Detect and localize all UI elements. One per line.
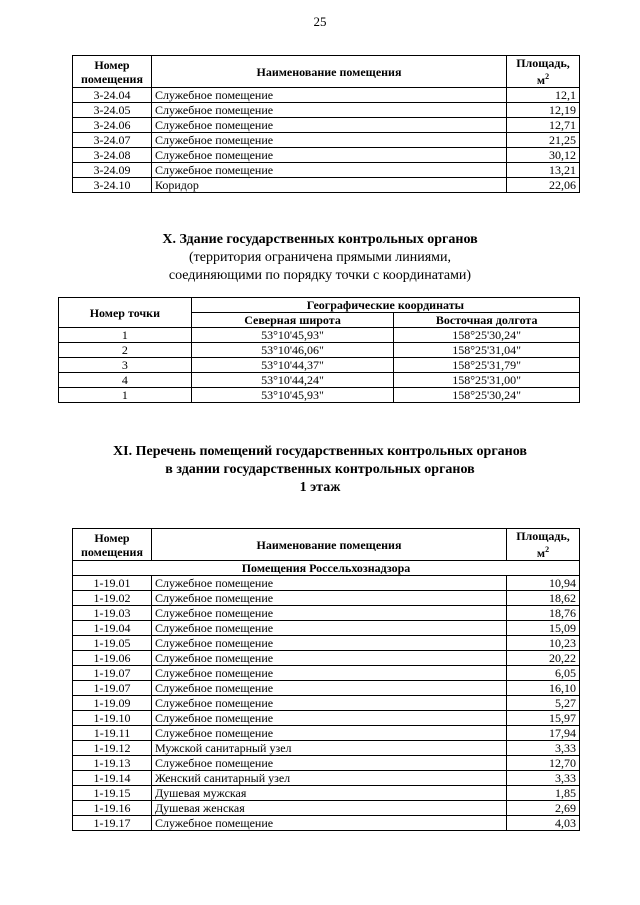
north-latitude-cell: 53°10'46,06"	[191, 343, 394, 358]
room-number-cell: 3-24.04	[73, 88, 152, 103]
north-latitude-cell: 53°10'45,93"	[191, 328, 394, 343]
east-longitude-cell: 158°25'31,79"	[394, 358, 580, 373]
point-number-cell: 1	[59, 328, 192, 343]
table-row	[73, 163, 580, 178]
room-number-cell: 3-24.05	[73, 103, 152, 118]
room-name-cell: Служебное помещение	[151, 711, 506, 726]
area-cell: 6,05	[507, 666, 580, 681]
room-number-cell: 1-19.09	[73, 696, 152, 711]
area-cell: 18,76	[507, 606, 580, 621]
room-number-cell: 1-19.14	[73, 771, 152, 786]
table-row	[59, 343, 580, 358]
section-11-floor-label: 1 этаж	[299, 480, 341, 495]
area-cell: 12,19	[507, 103, 580, 118]
area-cell: 12,1	[507, 88, 580, 103]
area-cell: 21,25	[507, 133, 580, 148]
room-name-cell: Служебное помещение	[151, 726, 506, 741]
table-row	[73, 103, 580, 118]
room-name-cell: Служебное помещение	[151, 696, 506, 711]
east-longitude-cell: 158°25'30,24"	[394, 388, 580, 403]
room-number-cell: 1-19.02	[73, 591, 152, 606]
room-name-cell: Служебное помещение	[151, 816, 506, 831]
table-row	[73, 636, 580, 651]
table-row	[73, 118, 580, 133]
room-name-cell: Служебное помещение	[151, 756, 506, 771]
area-cell: 22,06	[507, 178, 580, 193]
room-number-cell: 1-19.13	[73, 756, 152, 771]
table-body	[73, 88, 580, 193]
area-cell: 10,94	[507, 576, 580, 591]
table-row	[73, 651, 580, 666]
area-cell: 17,94	[507, 726, 580, 741]
area-cell: 12,71	[507, 118, 580, 133]
room-name-cell: Служебное помещение	[151, 88, 506, 103]
table-row	[59, 388, 580, 403]
area-cell: 20,22	[507, 651, 580, 666]
table-row	[73, 786, 580, 801]
col-header-room-number: Номер помещения	[73, 529, 152, 561]
point-number-cell: 1	[59, 388, 192, 403]
room-number-cell: 3-24.06	[73, 118, 152, 133]
col-header-room-number: Номер помещения	[73, 56, 152, 88]
table-row	[73, 606, 580, 621]
room-name-cell: Служебное помещение	[151, 606, 506, 621]
room-name-cell: Служебное помещение	[151, 103, 506, 118]
table-row	[73, 591, 580, 606]
table-row	[59, 373, 580, 388]
room-number-cell: 1-19.10	[73, 711, 152, 726]
table-row	[73, 771, 580, 786]
table-row	[73, 696, 580, 711]
room-name-cell: Служебное помещение	[151, 666, 506, 681]
north-latitude-cell: 53°10'44,37"	[191, 358, 394, 373]
area-cell: 3,33	[507, 771, 580, 786]
room-name-cell: Служебное помещение	[151, 133, 506, 148]
room-name-cell: Душевая женская	[151, 801, 506, 816]
room-number-cell: 1-19.05	[73, 636, 152, 651]
room-number-cell: 1-19.03	[73, 606, 152, 621]
room-number-cell: 3-24.08	[73, 148, 152, 163]
east-longitude-cell: 158°25'31,00"	[394, 373, 580, 388]
coordinates-table	[58, 297, 580, 403]
room-name-cell: Служебное помещение	[151, 636, 506, 651]
area-cell: 4,03	[507, 816, 580, 831]
table-row	[73, 88, 580, 103]
section-10-subtitle-line2: соединяющими по порядку точки с координатами)	[168, 268, 472, 283]
area-cell: 2,69	[507, 801, 580, 816]
page-number: 25	[313, 14, 327, 29]
room-number-cell: 3-24.09	[73, 163, 152, 178]
east-longitude-cell: 158°25'30,24"	[394, 328, 580, 343]
col-header-room-name: Наименование помещения	[151, 56, 506, 88]
area-cell: 5,27	[507, 696, 580, 711]
table-row	[73, 726, 580, 741]
area-cell: 15,09	[507, 621, 580, 636]
north-latitude-cell: 53°10'45,93"	[191, 388, 394, 403]
room-number-cell: 1-19.12	[73, 741, 152, 756]
table-row	[73, 756, 580, 771]
table-body	[73, 576, 580, 831]
rooms-table-floor1	[72, 528, 580, 831]
area-cell: 3,33	[507, 741, 580, 756]
section-11-heading	[0, 443, 640, 497]
table-row	[73, 711, 580, 726]
table-row	[73, 801, 580, 816]
area-cell: 13,21	[507, 163, 580, 178]
room-number-cell: 1-19.04	[73, 621, 152, 636]
room-name-cell: Коридор	[151, 178, 506, 193]
room-number-cell: 1-19.01	[73, 576, 152, 591]
table-row	[73, 178, 580, 193]
room-number-cell: 1-19.11	[73, 726, 152, 741]
col-header-north-latitude: Северная широта	[191, 313, 394, 328]
section-11-title-line2: в здании государственных контрольных органов	[165, 462, 475, 477]
room-name-cell: Служебное помещение	[151, 118, 506, 133]
table-row	[73, 666, 580, 681]
table-row	[73, 148, 580, 163]
section-10-subtitle-line1: (территория ограничена прямыми линиями,	[188, 250, 452, 265]
col-header-east-longitude: Восточная долгота	[394, 313, 580, 328]
table-row	[73, 741, 580, 756]
table-row	[59, 358, 580, 373]
area-cell: 15,97	[507, 711, 580, 726]
section-10-heading	[0, 231, 640, 285]
point-number-cell: 2	[59, 343, 192, 358]
room-name-cell: Женский санитарный узел	[151, 771, 506, 786]
east-longitude-cell: 158°25'31,04"	[394, 343, 580, 358]
area-cell: 18,62	[507, 591, 580, 606]
room-number-cell: 1-19.16	[73, 801, 152, 816]
area-cell: 1,85	[507, 786, 580, 801]
table-row	[73, 681, 580, 696]
north-latitude-cell: 53°10'44,24"	[191, 373, 394, 388]
room-name-cell: Служебное помещение	[151, 576, 506, 591]
table-row	[59, 328, 580, 343]
room-name-cell: Служебное помещение	[151, 591, 506, 606]
section-11-title-line1: XI. Перечень помещений государственных контрольных органов	[113, 444, 527, 459]
table-body	[59, 328, 580, 403]
area-cell: 10,23	[507, 636, 580, 651]
room-name-cell: Служебное помещение	[151, 148, 506, 163]
room-name-cell: Служебное помещение	[151, 621, 506, 636]
room-number-cell: 3-24.10	[73, 178, 152, 193]
col-header-area: Площадь, $м^2$	[507, 56, 580, 88]
room-name-cell: Служебное помещение	[151, 651, 506, 666]
col-header-geo-coordinates: Географические координаты	[191, 298, 579, 313]
room-name-cell: Душевая мужская	[151, 786, 506, 801]
col-header-area: Площадь, $м^2$	[507, 529, 580, 561]
room-name-cell: Служебное помещение	[151, 681, 506, 696]
room-number-cell: 1-19.06	[73, 651, 152, 666]
section-10-title: X. Здание государственных контрольных органов	[162, 232, 478, 247]
rooms-table-floor3	[72, 55, 580, 193]
table-row	[73, 816, 580, 831]
area-cell: 12,70	[507, 756, 580, 771]
area-cell: 30,12	[507, 148, 580, 163]
area-cell: 16,10	[507, 681, 580, 696]
room-name-cell: Служебное помещение	[151, 163, 506, 178]
room-number-cell: 1-19.15	[73, 786, 152, 801]
col-header-point-number: Номер точки	[59, 298, 192, 328]
room-number-cell: 1-19.07	[73, 666, 152, 681]
table-row	[73, 576, 580, 591]
point-number-cell: 3	[59, 358, 192, 373]
room-number-cell: 1-19.17	[73, 816, 152, 831]
table-row	[73, 621, 580, 636]
group-header: Помещения Россельхознадзора	[73, 561, 580, 576]
room-number-cell: 1-19.07	[73, 681, 152, 696]
room-name-cell: Мужской санитарный узел	[151, 741, 506, 756]
room-number-cell: 3-24.07	[73, 133, 152, 148]
col-header-room-name: Наименование помещения	[151, 529, 506, 561]
table-row	[73, 133, 580, 148]
point-number-cell: 4	[59, 373, 192, 388]
